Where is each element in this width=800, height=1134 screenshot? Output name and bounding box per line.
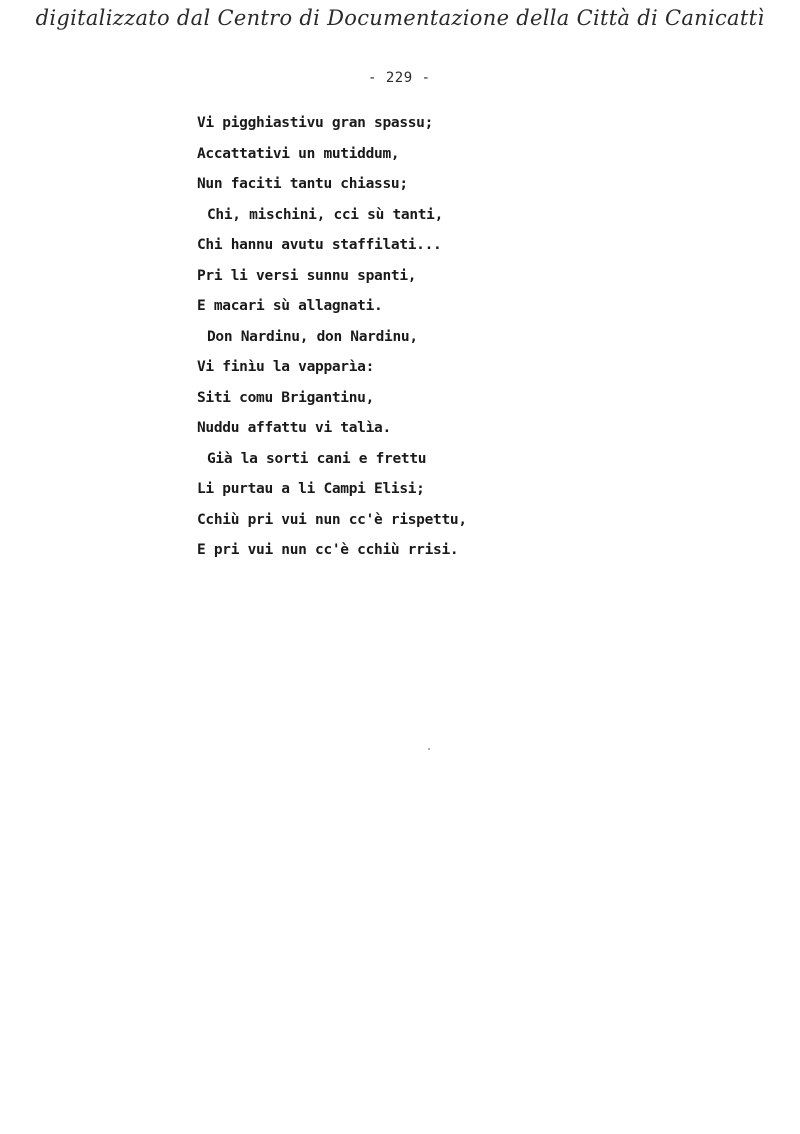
poem-line: Nuddu affattu vi talìa. (197, 420, 391, 436)
poem-line: Vi finìu la vapparìa: (197, 359, 375, 375)
page-number: - 229 - (368, 70, 431, 86)
poem-line: E pri vui nun cc'è cchiù rrisi. (197, 542, 459, 558)
poem-line: E macari sù allagnati. (197, 298, 383, 314)
poem-line: Pri li versi sunnu spanti, (197, 267, 417, 284)
scan-speck (428, 748, 430, 750)
poem-line: Don Nardinu, don Nardinu, (207, 328, 418, 345)
poem-line: Nun faciti tantu chiassu; (197, 176, 408, 192)
poem-line: Li purtau a li Campi Elisi; (197, 481, 425, 497)
poem-line: Vi pigghiastivu gran spassu; (197, 115, 434, 131)
poem-line: Cchiù pri vui nun cc'è rispettu, (197, 511, 467, 528)
digitization-watermark: digitalizzato dal Centro di Documentazione della Città di Canicattì (35, 6, 765, 30)
poem-line: Chi, mischini, cci sù tanti, (207, 206, 444, 223)
poem-line: Già la sorti cani e frettu (207, 450, 427, 467)
poem-line: Siti comu Brigantinu, (197, 389, 375, 406)
poem-line: Chi hannu avutu staffilati... (197, 237, 442, 253)
poem-text (197, 108, 467, 566)
poem-line: Accattativi un mutiddum, (197, 145, 400, 162)
